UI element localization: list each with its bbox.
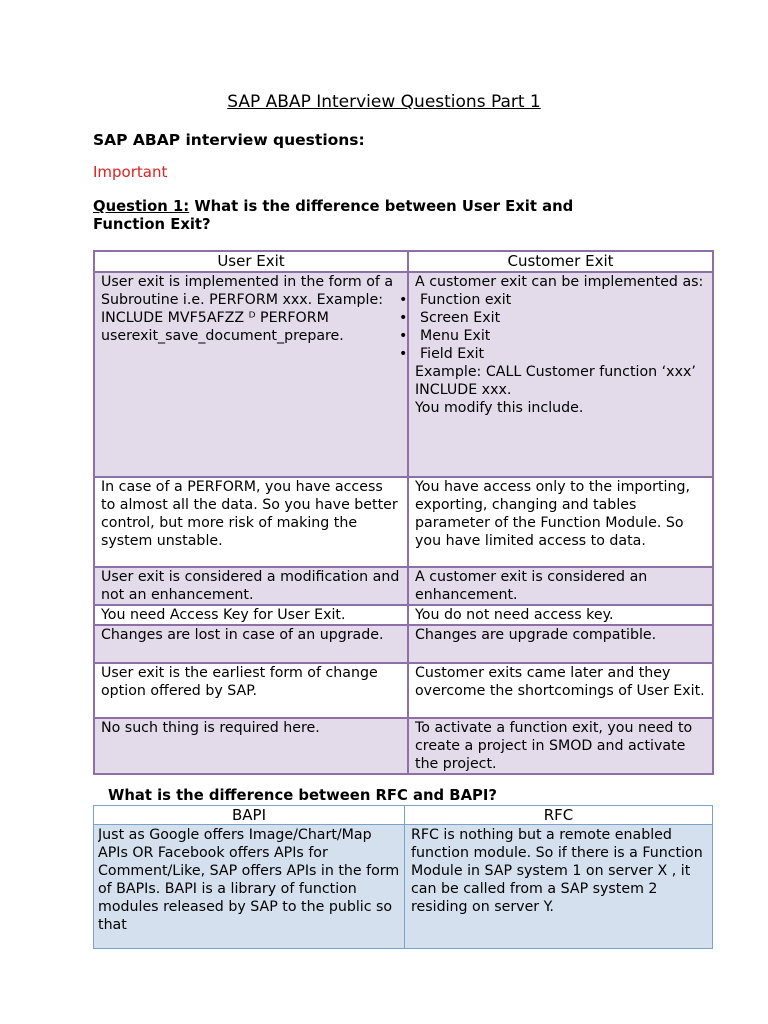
table-row [94,663,713,718]
table-header-row [94,251,713,272]
header-user-exit: User Exit [94,251,408,272]
question-1-text: What is the difference between User Exit and Function Exit? [93,198,574,233]
customer-exit-cell: Changes are upgrade compatible. [408,625,713,663]
section-heading: SAP ABAP interview questions: [93,131,365,149]
table-row [94,477,713,567]
user-exit-cell: User exit is implemented in the form of a Subroutine i.e. PERFORM xxx. Example: INCLUDE MVF5AFZZ ᴰ PERFORM userexit_save_document_prepare. [94,272,408,477]
rfc-cell [405,825,713,949]
customer-exit-cell: You have access only to the importing, exporting, changing and tables parameter of the Function Module. So you have limited access to data. [408,477,713,567]
header-customer-exit: Customer Exit [408,251,713,272]
customer-exit-modify: You modify this include. [415,400,584,416]
important-label: Important [93,163,168,181]
user-exit-cell: Changes are lost in case of an upgrade. [94,625,408,663]
user-exit-cell: User exit is considered a modification and not an enhancement. [94,567,408,605]
user-exit-cell: You need Access Key for User Exit. [94,605,408,625]
header-bapi: BAPI [94,806,405,825]
customer-exit-intro: A customer exit can be implemented as: [415,274,704,290]
customer-exit-cell: A customer exit is considered an enhancement. [408,567,713,605]
customer-exit-example: Example: CALL Customer function ‘xxx’ [415,364,696,380]
list-item: • Function exit [399,291,706,309]
table-row [94,272,713,477]
header-rfc: RFC [405,806,713,825]
table-row [94,825,713,949]
customer-exit-cell [408,272,713,477]
bapi-vs-rfc-table [93,805,713,949]
user-exit-vs-customer-exit-table [93,250,714,775]
list-item: • Menu Exit [399,327,706,345]
user-exit-cell: User exit is the earliest form of change option offered by SAP. [94,663,408,718]
table-row [94,718,713,774]
table-row [94,625,713,663]
user-exit-cell: No such thing is required here. [94,718,408,774]
rfc-text: RFC is nothing but a remote enabled function module. So if there is a Function Module in SAP system 1 on server X , it can be called from a SAP system 2 residing on server Y. [411,827,703,915]
table-header-row [94,806,713,825]
customer-exit-cell: To activate a function exit, you need to create a project in SMOD and activate the project. [408,718,713,774]
customer-exit-cell: You do not need access key. [408,605,713,625]
document-title: SAP ABAP Interview Questions Part 1 [227,92,541,112]
question-1-label: Question 1: [93,198,190,215]
table-row [94,567,713,605]
user-exit-cell: In case of a PERFORM, you have access to almost all the data. So you have better control, but more risk of making the system unstable. [94,477,408,567]
bapi-cell [94,825,405,949]
list-item: • Field Exit [399,345,706,363]
list-item: • Screen Exit [399,309,706,327]
customer-exit-cell: Customer exits came later and they overcome the shortcomings of User Exit. [408,663,713,718]
rfc-bapi-question: What is the difference between RFC and BAPI? [108,787,497,804]
question-1 [93,198,633,234]
customer-exit-type-list [399,291,706,363]
customer-exit-include: INCLUDE xxx. [415,382,512,398]
table-row [94,605,713,625]
bapi-text: Just as Google offers Image/Chart/Map APIs OR Facebook offers APIs for Comment/Like, SAP offers APIs in the form of BAPIs. BAPI is a library of function modules released by SAP to the public so that [98,827,400,931]
